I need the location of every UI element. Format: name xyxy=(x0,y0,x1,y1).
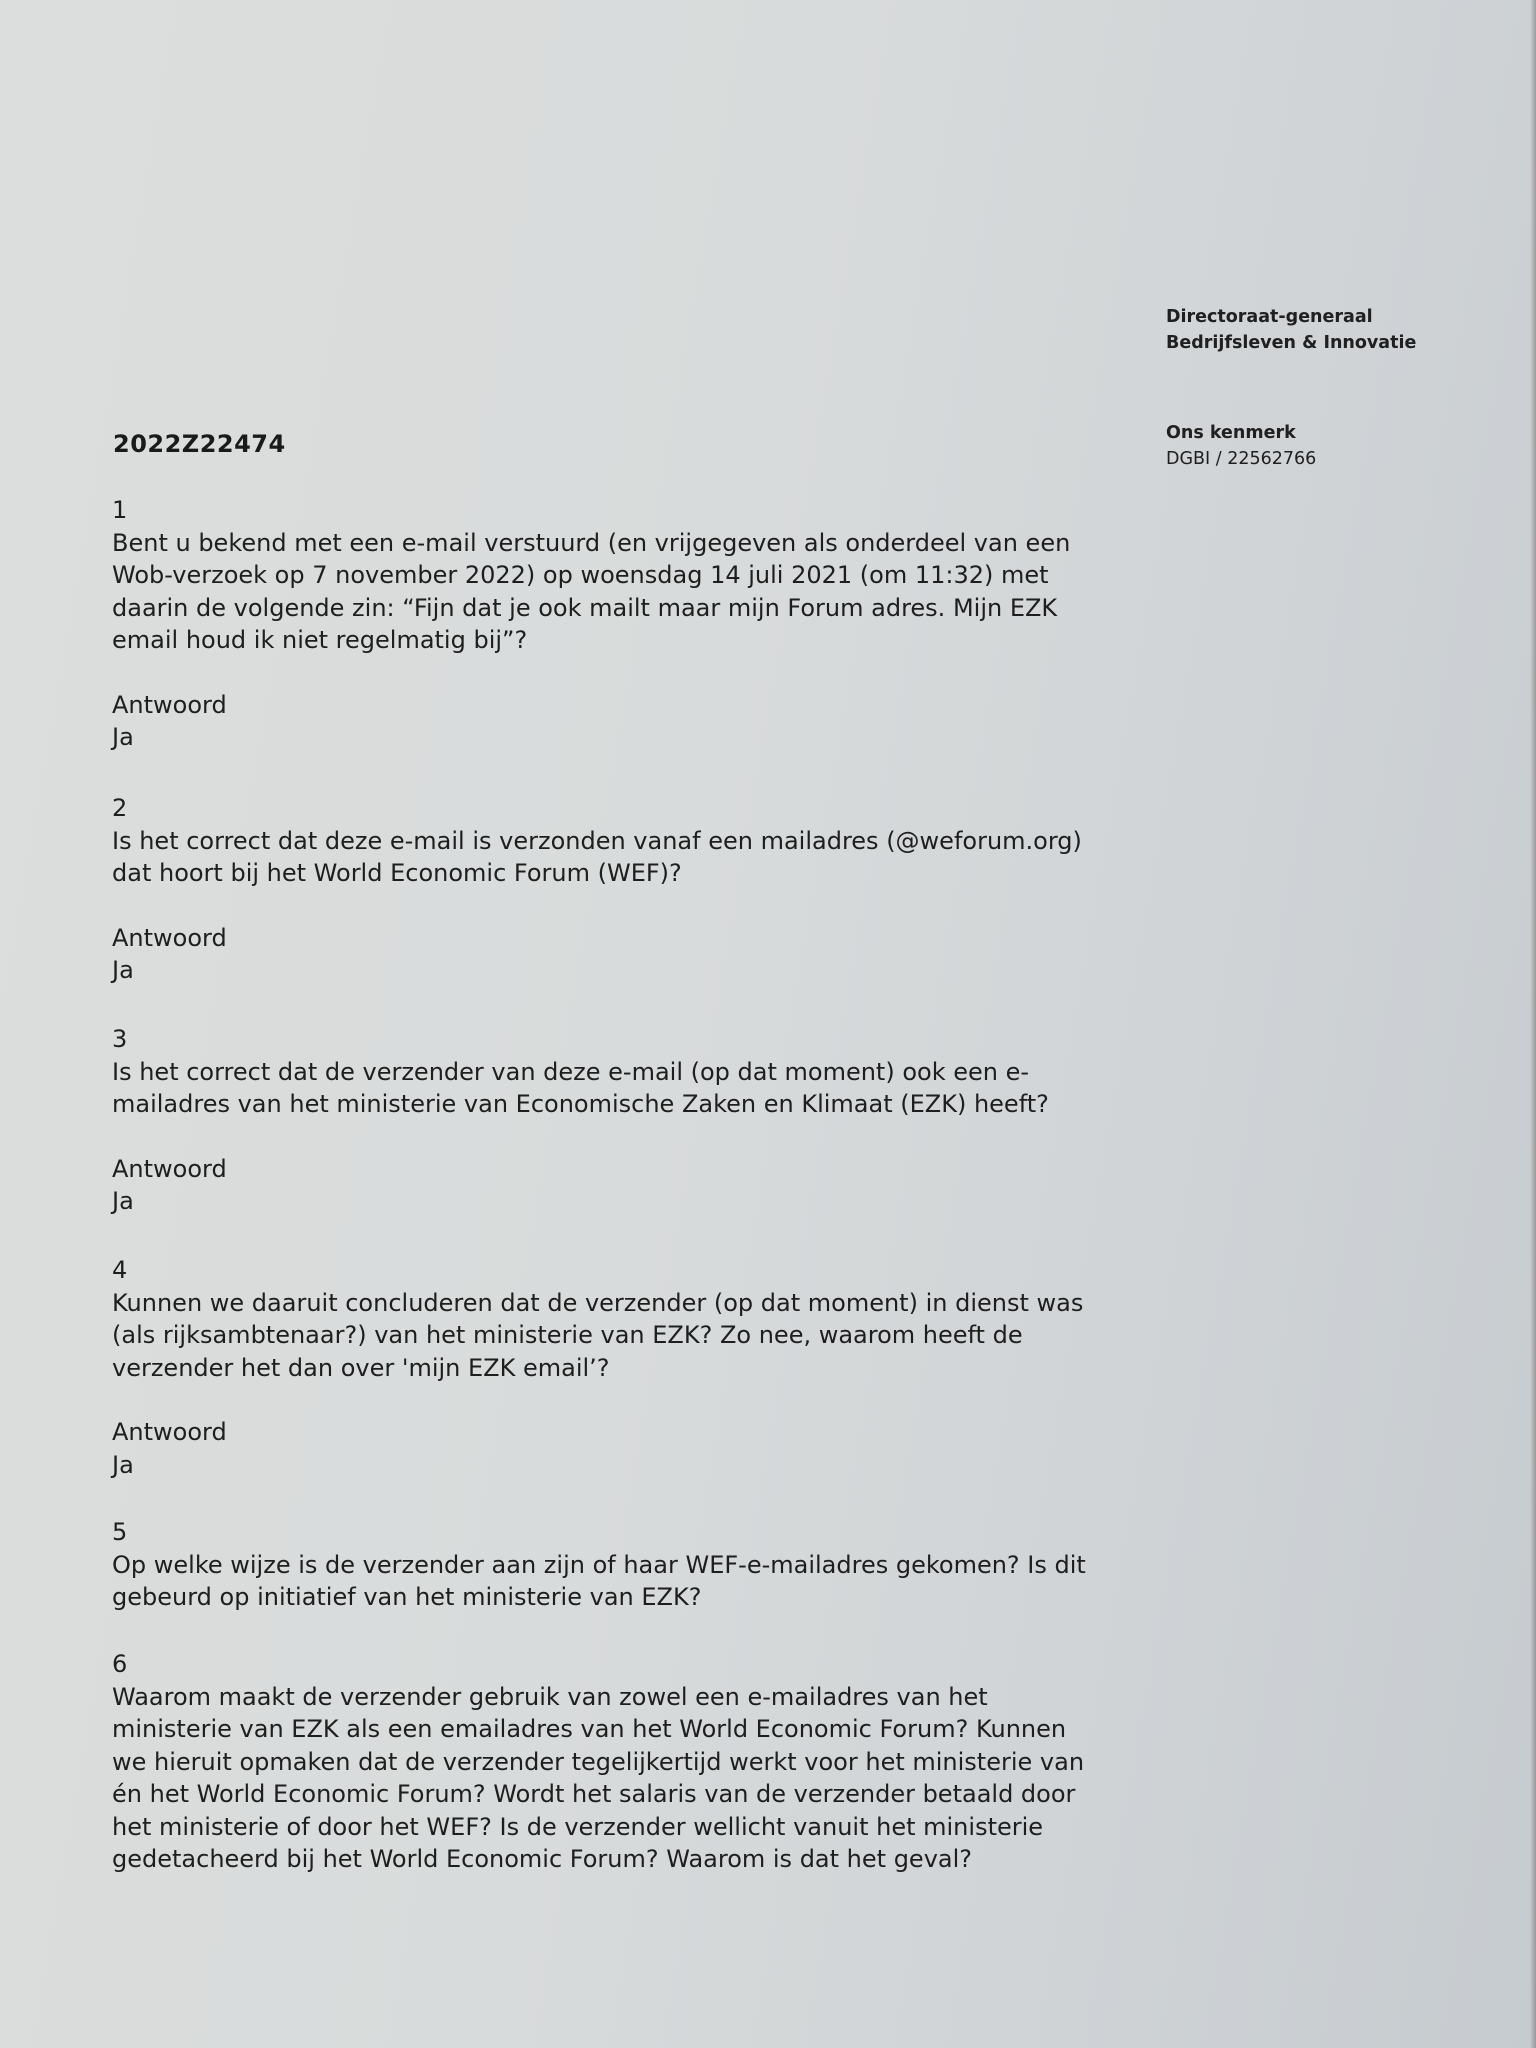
question-text xyxy=(112,1549,1152,1614)
question-line: Kunnen we daaruit concluderen dat de verzender (op dat moment) in dienst was xyxy=(112,1288,1084,1317)
question-line: (als rijksambtenaar?) van het ministerie van EZK? Zo nee, waarom heeft de xyxy=(112,1321,1023,1349)
question-line: Waarom maakt de verzender gebruik van zowel een e-mailadres van het xyxy=(112,1682,988,1711)
answer-value: Ja xyxy=(112,1187,134,1215)
question-text xyxy=(112,825,1152,890)
question-line: daarin de volgende zin: “Fijn dat je ook mailt maar mijn Forum adres. Mijn EZK xyxy=(112,593,1058,622)
question-line: én het World Economic Forum? Wordt het salaris van de verzender betaald door xyxy=(112,1780,1076,1808)
question-number: 5 xyxy=(112,1518,128,1546)
question-number: 1 xyxy=(112,496,128,524)
document-number: 2022Z22474 xyxy=(113,430,286,458)
org-line-1: Directoraat-generaal xyxy=(1166,307,1373,327)
org-line-2: Bedrijfsleven & Innovatie xyxy=(1166,333,1417,353)
question-line: het ministerie of door het WEF? Is de verzender wellicht vanuit het ministerie xyxy=(112,1812,1044,1841)
question-line: ministerie van EZK als een emailadres van het World Economic Forum? Kunnen xyxy=(112,1715,1067,1743)
paper-edge xyxy=(1530,0,1536,2048)
question-number: 6 xyxy=(112,1650,128,1678)
answer-value: Ja xyxy=(112,1450,134,1479)
question-number: 2 xyxy=(112,794,128,822)
reference-block xyxy=(1166,420,1316,472)
question-number: 3 xyxy=(112,1025,128,1053)
answer-block xyxy=(112,1153,1152,1218)
question-line: gebeurd op initiatief van het ministerie van EZK? xyxy=(112,1583,702,1611)
question-number: 4 xyxy=(112,1256,128,1284)
question-text xyxy=(112,1287,1152,1385)
question-block-1 xyxy=(112,494,1152,754)
question-line: email houd ik niet regelmatig bij”? xyxy=(112,626,528,654)
question-block-4 xyxy=(112,1254,1152,1481)
reference-label: Ons kenmerk xyxy=(1166,423,1296,443)
question-block-2 xyxy=(112,792,1152,987)
question-text xyxy=(112,1681,1152,1876)
answer-label: Antwoord xyxy=(112,690,227,719)
answer-value: Ja xyxy=(112,723,134,751)
question-line: gedetacheerd bij het World Economic Forum? Waarom is dat het geval? xyxy=(112,1845,973,1873)
question-line: Is het correct dat de verzender van deze e-mail (op dat moment) ook een e- xyxy=(112,1057,1030,1086)
question-block-3 xyxy=(112,1023,1152,1218)
answer-label: Antwoord xyxy=(112,1418,227,1446)
question-line: Bent u bekend met een e-mail verstuurd (en vrijgegeven als onderdeel van een xyxy=(112,528,1071,557)
question-line: Is het correct dat deze e-mail is verzonden vanaf een mailadres (@weforum.org) xyxy=(112,826,1082,855)
question-text xyxy=(112,1056,1152,1121)
question-block-5 xyxy=(112,1516,1152,1614)
answer-label: Antwoord xyxy=(112,1154,227,1183)
question-line: mailadres van het ministerie van Economische Zaken en Klimaat (EZK) heeft? xyxy=(112,1090,1049,1118)
organization-block xyxy=(1166,304,1416,356)
question-text xyxy=(112,527,1152,657)
answer-label: Antwoord xyxy=(112,923,227,952)
question-block-6 xyxy=(112,1648,1152,1876)
question-line: verzender het dan over 'mijn EZK email’? xyxy=(112,1353,610,1382)
question-line: Op welke wijze is de verzender aan zijn of haar WEF-e-mailadres gekomen? Is dit xyxy=(112,1550,1086,1579)
reference-value: DGBI / 22562766 xyxy=(1166,449,1317,469)
question-line: dat hoort bij het World Economic Forum (WEF)? xyxy=(112,859,682,887)
answer-value: Ja xyxy=(112,956,134,984)
question-line: we hieruit opmaken dat de verzender tegelijkertijd werkt voor het ministerie van xyxy=(112,1747,1085,1776)
answer-block xyxy=(112,922,1152,987)
answer-block xyxy=(112,689,1152,754)
answer-block xyxy=(112,1416,1152,1481)
question-line: Wob-verzoek op 7 november 2022) op woensdag 14 juli 2021 (om 11:32) met xyxy=(112,561,1049,589)
